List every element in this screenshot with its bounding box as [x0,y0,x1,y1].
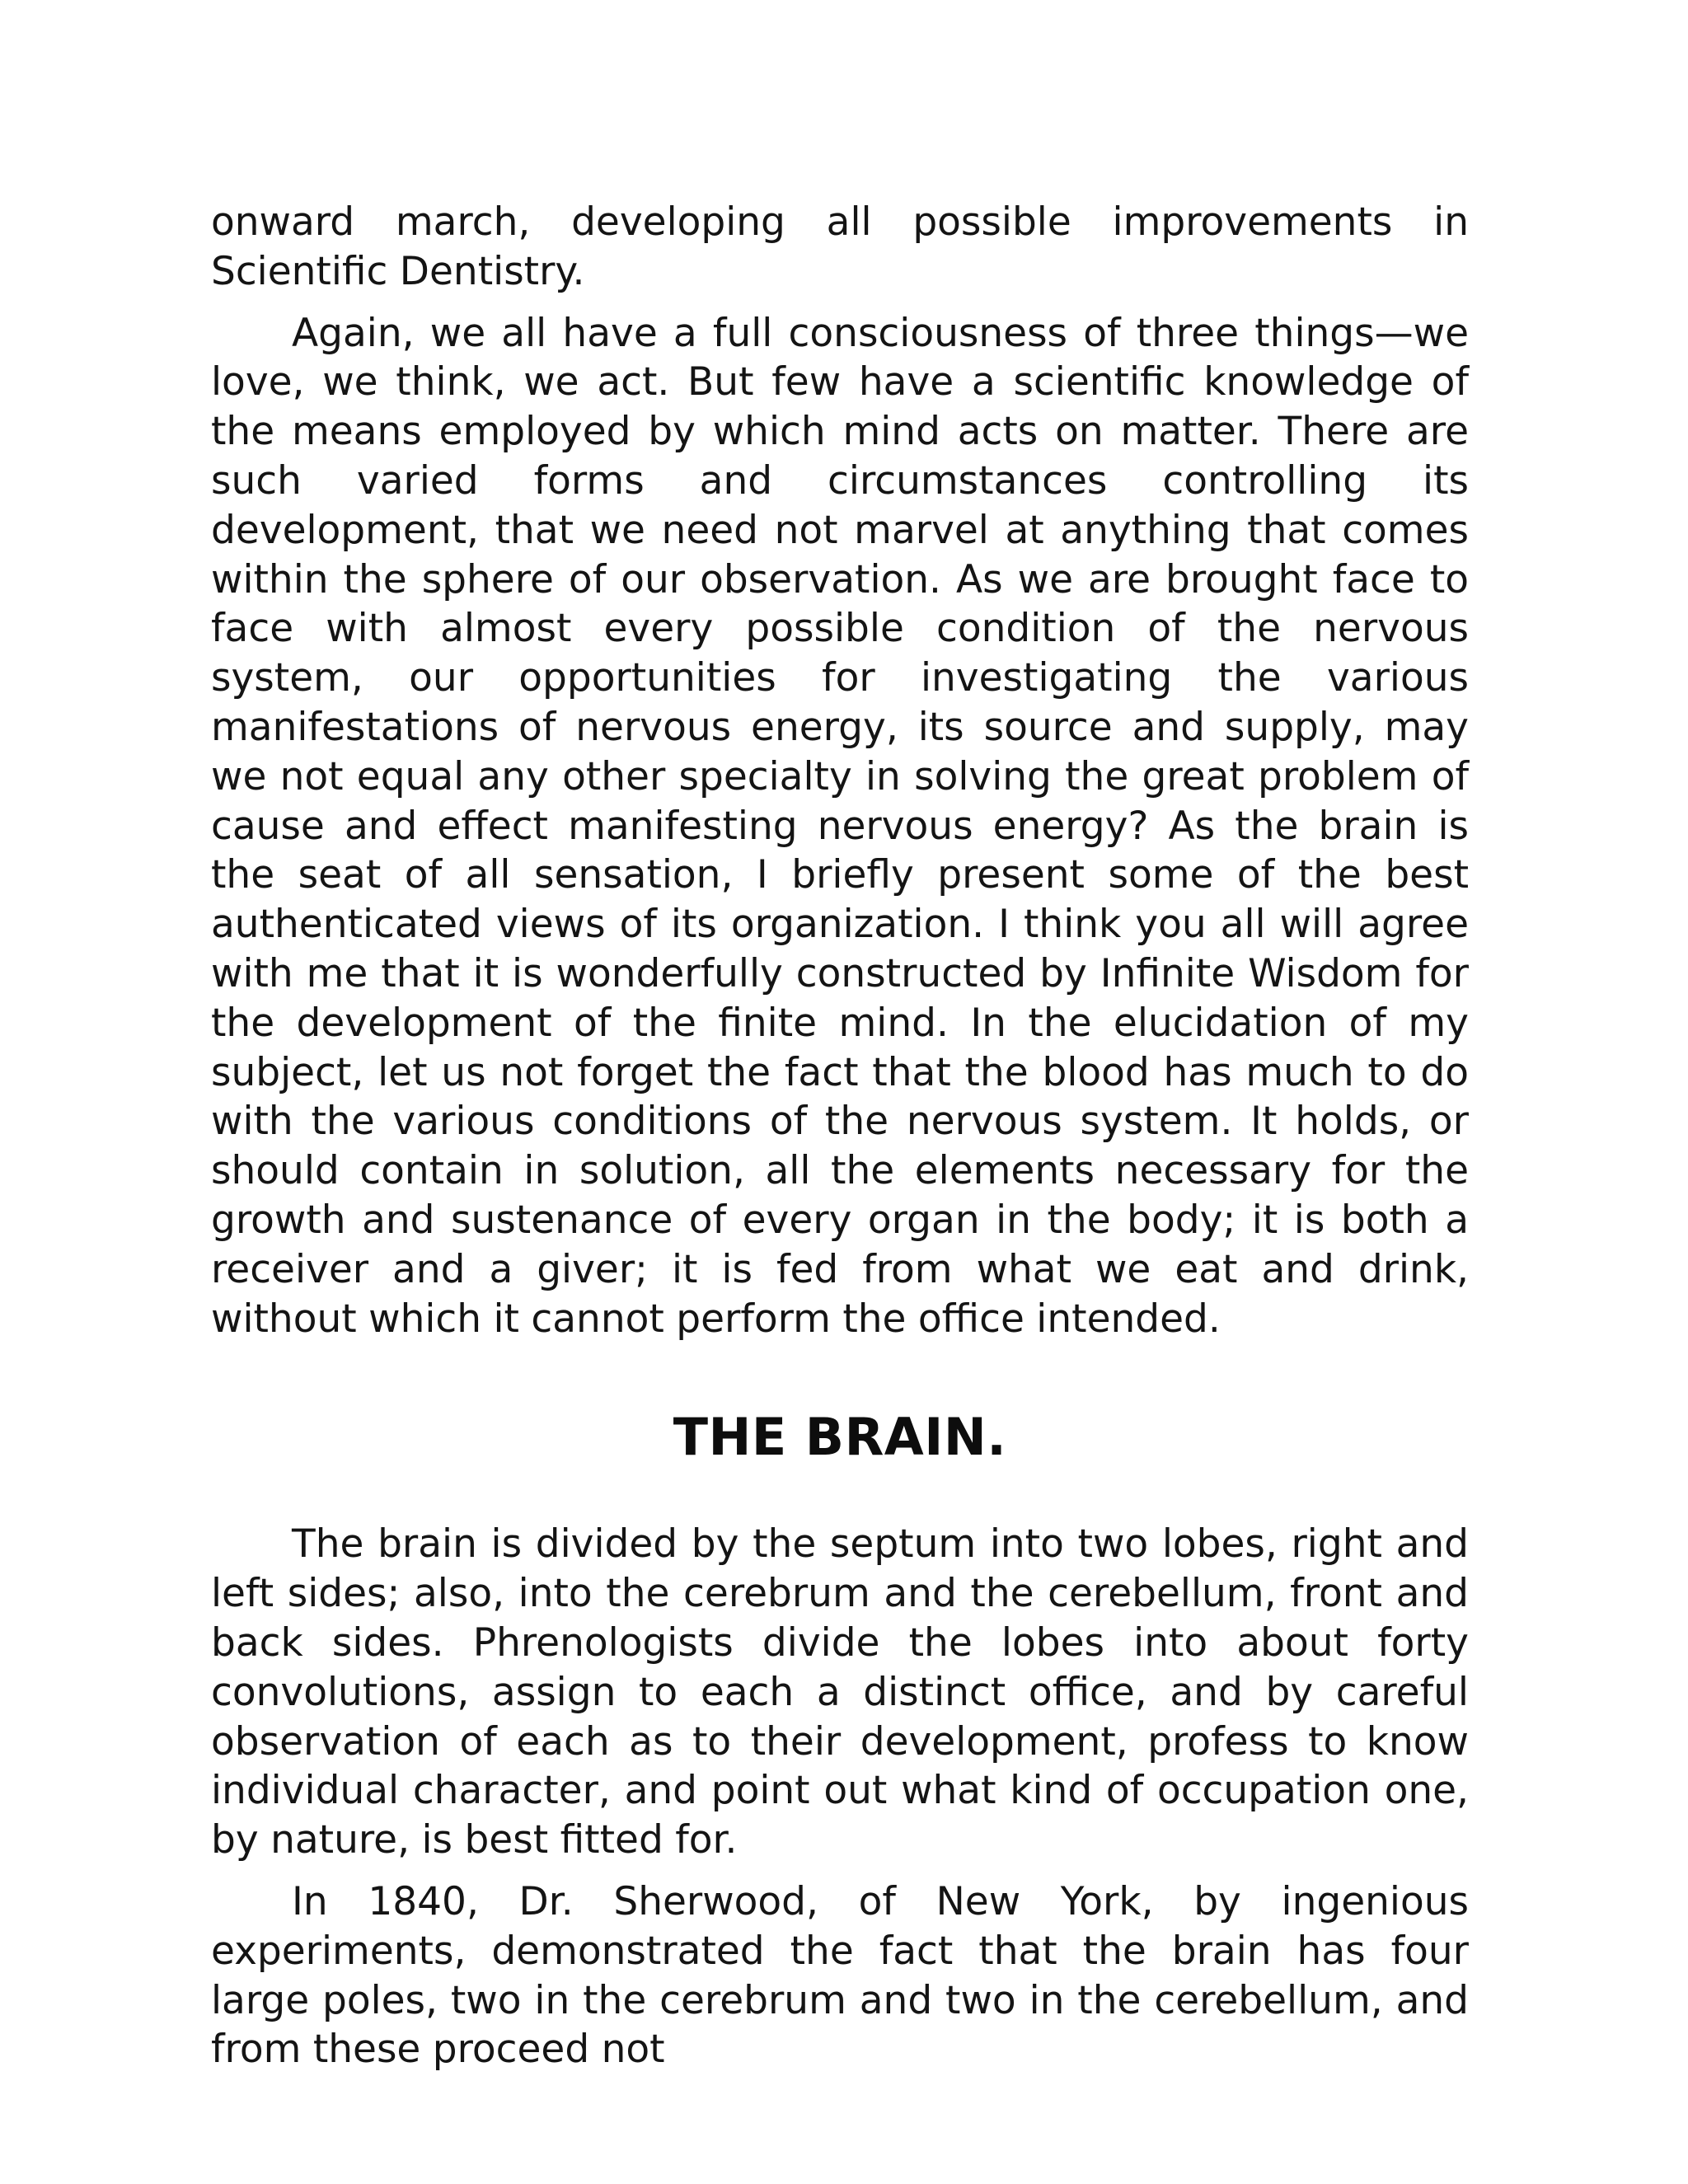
paragraph-continuation: onward march, developing all possible improvements in Scientific Dentistry. [211,199,1469,294]
paragraph-brain-division: The brain is divided by the septum into two lobes, right and left sides; also, into the cerebrum and the cerebellum, front and back sides. Phrenologists divide the lobes into about forty convolutions, assign to each a distinct office, and by careful observation of each as to their development, profess to know individual character, and point out what kind of occupation one, by nature, is best fitted for. [211,1521,1469,1863]
document-page [211,198,1469,2074]
section-heading: THE BRAIN. [673,1407,1007,1468]
paragraph-consciousness: Again, we all have a full consciousness of three things—we love, we think, we act. But few have a scientific knowledge of the means employed by which mind acts on matter. There are such varied forms and circumstances controlling its development, that we need not marvel at anything that comes within the sphere of our observation. As we are brought face to face with almost every possible condition of the nervous system, our opportunities for investigating the various manifestations of nervous energy, its source and supply, may we not equal any other specialty in solving the great problem of cause and effect manifesting nervous energy? As the brain is the seat of all sensation, I briefly present some of the best authenticated views of its organization. I think you all will agree with me that it is wonderfully constructed by Infinite Wisdom for the development of the finite mind. In the elucidation of my subject, let us not forget the fact that the blood has much to do with the various conditions of the nervous system. It holds, or should contain in solution, all the elements necessary for the growth and sustenance of every organ in the body; it is both a receiver and a giver; it is fed from what we eat and drink, without which it cannot perform the office intended. [211,310,1469,1342]
paragraph-sherwood: In 1840, Dr. Sherwood, of New York, by ingenious experiments, demonstrated the fact that the brain has four large poles, two in the cerebrum and two in the cerebellum, and from these proceed not [211,1878,1469,2073]
